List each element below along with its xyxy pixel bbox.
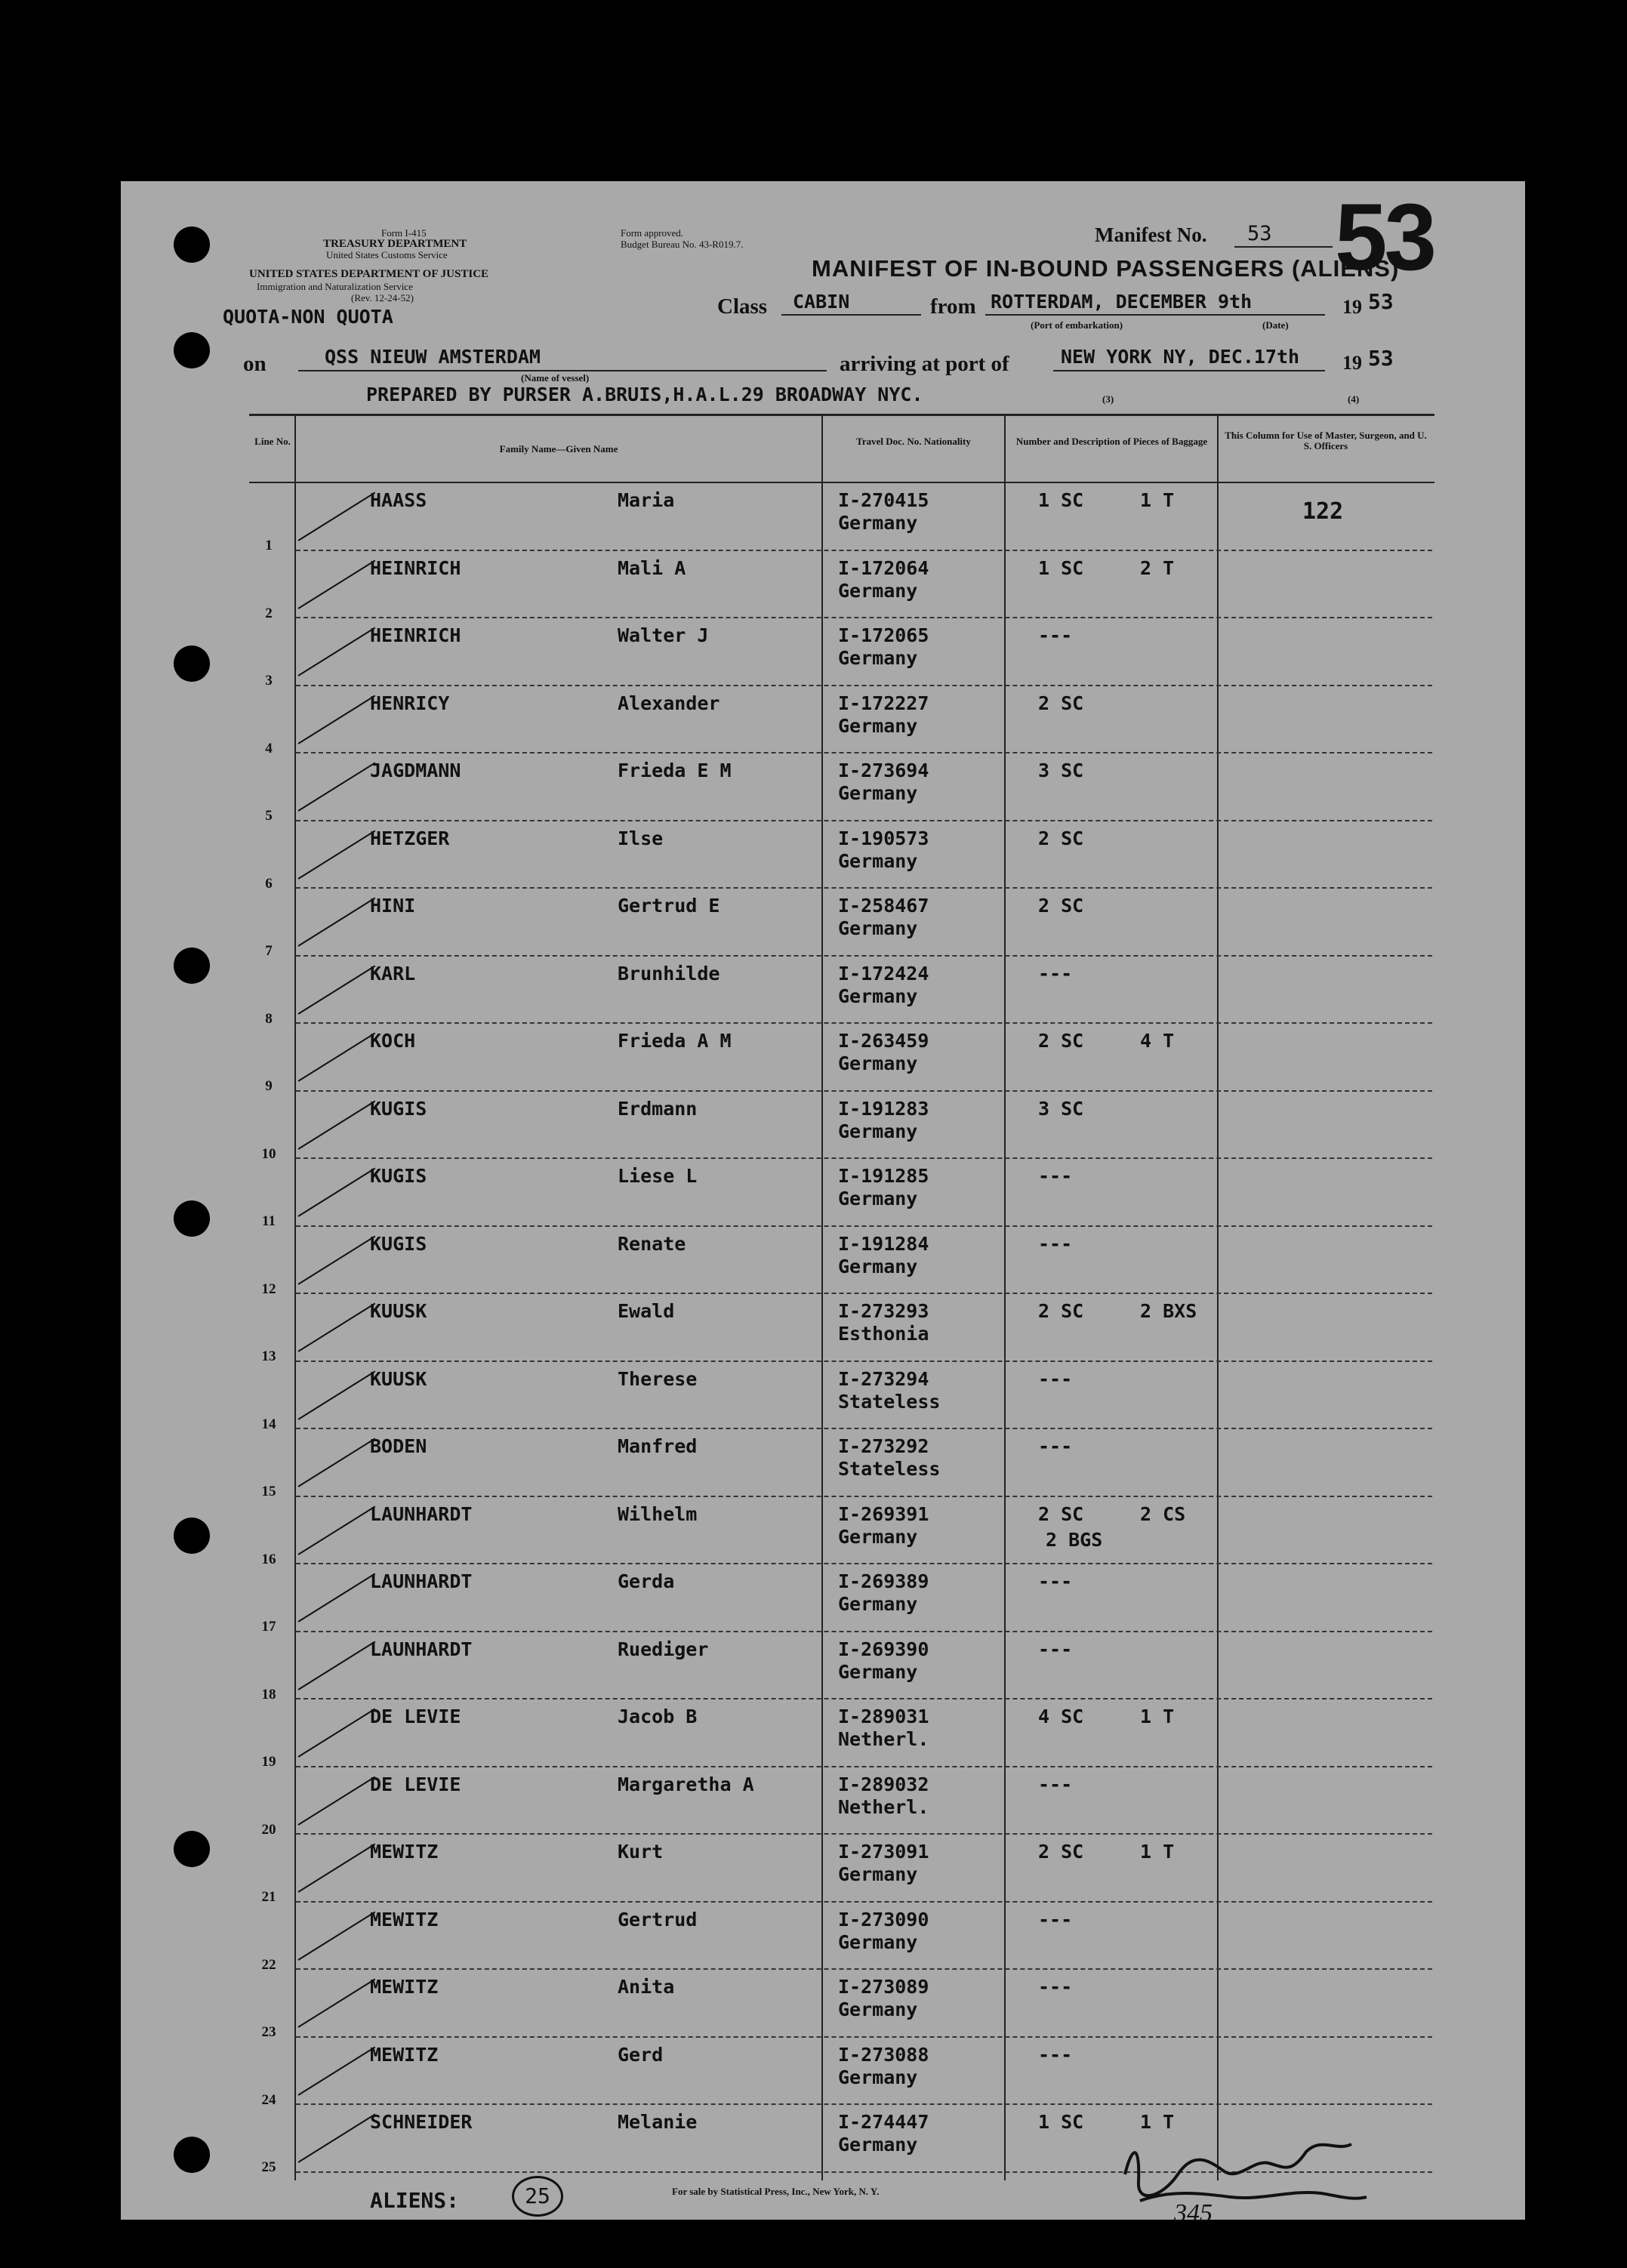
baggage-pieces: 2 SC	[1038, 1300, 1084, 1322]
given-name: Wilhelm	[618, 1502, 698, 1525]
travel-doc-number: I-273088	[838, 2043, 929, 2066]
travel-doc-number: I-273694	[838, 760, 929, 781]
given-name: Walter J	[618, 624, 709, 646]
given-name: Frieda A M	[618, 1030, 732, 1052]
manifest-title: MANIFEST OF IN-BOUND PASSENGERS (ALIENS)	[812, 255, 1400, 282]
col-baggage: Number and Description of Pieces of Baggage	[1015, 436, 1208, 447]
baggage-pieces: ---	[1038, 1367, 1073, 1390]
travel-doc-number: I-273090	[838, 1908, 929, 1931]
baggage-trunks: 1 T	[1140, 2111, 1175, 2133]
travel-doc-number: I-273089	[838, 1976, 929, 1998]
row-divider	[296, 1901, 1432, 1903]
travel-doc-number: I-269389	[838, 1570, 929, 1592]
line-number: 2	[265, 605, 273, 621]
row-divider	[296, 1631, 1432, 1632]
family-name: KARL	[370, 962, 416, 985]
family-name: HAASS	[370, 489, 427, 511]
line-number: 4	[265, 740, 273, 757]
line-number: 8	[265, 1010, 273, 1027]
row-divider	[296, 550, 1432, 551]
binder-hole	[174, 226, 210, 263]
baggage-trunks: 2 T	[1140, 556, 1175, 579]
family-name: KOCH	[370, 1030, 416, 1052]
baggage-bags: 2 BGS	[1046, 1528, 1103, 1551]
nationality: Germany	[838, 1255, 918, 1277]
binder-hole	[174, 332, 210, 368]
nationality: Germany	[838, 917, 918, 939]
vessel-name: QSS NIEUW AMSTERDAM	[325, 346, 541, 368]
nationality: Germany	[838, 1660, 918, 1683]
line-number: 1	[265, 538, 273, 553]
family-name: KUGIS	[370, 1232, 427, 1255]
port-of-embarkation: ROTTERDAM, DECEMBER 9th	[991, 291, 1253, 313]
travel-doc-number: I-273292	[838, 1435, 929, 1457]
row-divider	[296, 1766, 1432, 1767]
line-number: 24	[261, 2091, 276, 2108]
given-name: Frieda E M	[618, 760, 732, 781]
family-name: LAUNHARDT	[370, 1502, 473, 1525]
vessel-caption: (Name of vessel)	[521, 372, 590, 384]
family-name: DE LEVIE	[370, 1706, 461, 1727]
row-divider	[296, 752, 1432, 753]
given-name: Gertrud	[618, 1908, 698, 1931]
nationality: Esthonia	[838, 1323, 929, 1345]
baggage-pieces: 4 SC	[1038, 1706, 1084, 1727]
baggage-pieces: ---	[1038, 1232, 1073, 1255]
given-name: Anita	[618, 1976, 675, 1998]
row-divider	[296, 2036, 1432, 2038]
travel-doc-number: I-172227	[838, 692, 929, 714]
line-number: 5	[265, 808, 273, 824]
given-name: Alexander	[618, 692, 720, 714]
officer-note: 122	[1302, 498, 1344, 525]
given-name: Kurt	[618, 1841, 664, 1863]
travel-doc-number: I-172065	[838, 624, 929, 646]
nationality: Germany	[838, 714, 918, 737]
nationality: Germany	[838, 512, 918, 534]
family-name: MEWITZ	[370, 1976, 439, 1998]
baggage-pieces: 3 SC	[1038, 760, 1084, 781]
family-name: HETZGER	[370, 827, 450, 849]
row-divider	[296, 617, 1432, 618]
given-name: Gerd	[618, 2043, 664, 2066]
row-divider	[296, 1022, 1432, 1024]
baggage-pieces: 1 SC	[1038, 556, 1084, 579]
baggage-pieces: ---	[1038, 1570, 1073, 1592]
baggage-trunks: 1 T	[1140, 1706, 1175, 1727]
binder-hole	[174, 2137, 210, 2173]
form-revision: (Rev. 12-24-52)	[351, 292, 414, 304]
baggage-pieces: ---	[1038, 1638, 1073, 1660]
form-number: Form I-415	[381, 227, 427, 239]
line-number: 11	[262, 1213, 276, 1229]
nationality: Germany	[838, 1525, 918, 1548]
baggage-trunks: 1 T	[1140, 489, 1175, 511]
prepared-by: PREPARED BY PURSER A.BRUIS,H.A.L.29 BROADWAY NYC.	[366, 384, 923, 405]
dept-ins: Immigration and Naturalization Service	[257, 281, 413, 292]
nationality: Germany	[838, 2134, 918, 2156]
row-divider	[296, 1360, 1432, 1362]
travel-doc-number: I-191285	[838, 1165, 929, 1187]
baggage-pieces: ---	[1038, 1908, 1073, 1931]
binder-hole	[174, 1518, 210, 1554]
row-divider	[296, 887, 1432, 889]
travel-doc-number: I-274447	[838, 2111, 929, 2133]
line-number: 22	[261, 1956, 276, 1973]
row-divider	[296, 1698, 1432, 1699]
nationality: Germany	[838, 1863, 918, 1885]
family-name: KUUSK	[370, 1300, 427, 1322]
given-name: Maria	[618, 489, 675, 511]
baggage-pieces: ---	[1038, 1165, 1073, 1187]
stamped-manifest-number: 53	[1335, 185, 1434, 290]
arrival-year: 53	[1368, 346, 1394, 371]
given-name: Margaretha A	[618, 1773, 754, 1795]
travel-doc-number: I-289031	[838, 1706, 929, 1727]
travel-doc-number: I-258467	[838, 895, 929, 917]
officer-signature	[1110, 2129, 1382, 2227]
given-name: Manfred	[618, 1435, 698, 1457]
travel-doc-number: I-289032	[838, 1773, 929, 1795]
col-name: Family Name—Given Name	[499, 443, 618, 455]
baggage-pieces: ---	[1038, 962, 1073, 985]
form-approved: Form approved.	[621, 227, 684, 239]
nationality: Germany	[838, 647, 918, 669]
travel-doc-number: I-191284	[838, 1232, 929, 1255]
travel-doc-number: I-172424	[838, 962, 929, 985]
line-number: 25	[261, 2159, 276, 2175]
family-name: DE LEVIE	[370, 1773, 461, 1795]
family-name: BODEN	[370, 1435, 427, 1457]
family-name: MEWITZ	[370, 1841, 439, 1863]
nationality: Germany	[838, 1052, 918, 1074]
line-number: 13	[261, 1348, 276, 1364]
nationality: Stateless	[838, 1390, 941, 1413]
arriving-label: arriving at port of	[840, 352, 1009, 376]
caption-3: (3)	[1102, 393, 1114, 405]
nationality: Germany	[838, 782, 918, 804]
family-name: SCHNEIDER	[370, 2111, 473, 2133]
manifest-number: 53	[1247, 222, 1272, 245]
baggage-pieces: ---	[1038, 1435, 1073, 1457]
given-name: Erdmann	[618, 1097, 698, 1120]
port-embark-caption: (Port of embarkation)	[1031, 319, 1123, 331]
row-divider	[296, 2103, 1432, 2105]
family-name: HEINRICH	[370, 556, 461, 579]
row-divider	[296, 1157, 1432, 1159]
row-divider	[296, 955, 1432, 957]
line-number: 6	[265, 875, 273, 892]
aliens-count: 25	[512, 2176, 563, 2217]
travel-doc-number: I-190573	[838, 827, 929, 849]
family-name: KUGIS	[370, 1165, 427, 1187]
baggage-pieces: 2 SC	[1038, 692, 1084, 714]
baggage-pieces: 2 SC	[1038, 895, 1084, 917]
line-number: 14	[261, 1416, 276, 1432]
baggage-pieces: ---	[1038, 624, 1073, 646]
given-name: Therese	[618, 1367, 698, 1390]
manifest-page	[121, 181, 1525, 2220]
family-name: HENRICY	[370, 692, 450, 714]
row-divider	[296, 1833, 1432, 1835]
travel-doc-number: I-273294	[838, 1367, 929, 1390]
baggage-pieces: ---	[1038, 2043, 1073, 2066]
date-caption: (Date)	[1262, 319, 1289, 331]
row-divider	[296, 1428, 1432, 1429]
row-divider	[296, 1496, 1432, 1497]
given-name: Liese L	[618, 1165, 698, 1187]
nationality: Germany	[838, 2066, 918, 2088]
family-name: MEWITZ	[370, 1908, 439, 1931]
line-number: 18	[261, 1686, 276, 1703]
baggage-pieces: 1 SC	[1038, 2111, 1084, 2133]
caption-4: (4)	[1348, 393, 1360, 405]
baggage-pieces: 2 SC	[1038, 1030, 1084, 1052]
travel-doc-number: I-263459	[838, 1030, 929, 1052]
line-number: 23	[261, 2024, 276, 2040]
nationality: Germany	[838, 1931, 918, 1953]
col-line-no: Line No.	[254, 436, 291, 447]
travel-doc-number: I-273091	[838, 1841, 929, 1863]
given-name: Melanie	[618, 2111, 698, 2133]
nationality: Netherl.	[838, 1795, 929, 1818]
budget-bureau: Budget Bureau No. 43-R019.7.	[621, 239, 744, 250]
nationality: Germany	[838, 985, 918, 1007]
nationality: Germany	[838, 1120, 918, 1142]
given-name: Brunhilde	[618, 962, 720, 985]
aliens-label: ALIENS:	[370, 2188, 460, 2213]
dept-customs: United States Customs Service	[326, 249, 448, 260]
family-name: JAGDMANN	[370, 760, 461, 781]
line-number: 3	[265, 673, 273, 689]
dept-justice: UNITED STATES DEPARTMENT OF JUSTICE	[249, 268, 489, 280]
travel-doc-number: I-270415	[838, 489, 929, 511]
line-number: 20	[261, 1821, 276, 1838]
departure-year: 53	[1368, 289, 1394, 314]
nationality: Stateless	[838, 1458, 941, 1480]
from-label: from	[930, 294, 976, 319]
family-name: KUUSK	[370, 1367, 427, 1390]
line-number: 19	[261, 1754, 276, 1770]
baggage-pieces: ---	[1038, 1773, 1073, 1795]
given-name: Jacob B	[618, 1706, 698, 1727]
class-value: CABIN	[793, 291, 850, 313]
signature-number: 345	[1174, 2199, 1213, 2227]
row-divider	[296, 1090, 1432, 1092]
family-name: LAUNHARDT	[370, 1638, 473, 1660]
line-number: 16	[261, 1551, 276, 1567]
year-prefix: 19	[1342, 296, 1362, 318]
baggage-pieces: 2 SC	[1038, 1502, 1084, 1525]
baggage-pieces: 3 SC	[1038, 1097, 1084, 1120]
row-divider	[296, 685, 1432, 686]
line-number: 15	[261, 1484, 276, 1499]
manifest-label: Manifest No.	[1095, 223, 1207, 246]
family-name: MEWITZ	[370, 2043, 439, 2066]
arrival-port: NEW YORK NY, DEC.17th	[1061, 346, 1300, 368]
family-name: LAUNHARDT	[370, 1570, 473, 1592]
arrival-year-prefix: 19	[1342, 352, 1362, 374]
given-name: Mali A	[618, 556, 686, 579]
line-number: 7	[265, 943, 273, 959]
travel-doc-number: I-191283	[838, 1097, 929, 1120]
line-number: 12	[261, 1280, 276, 1297]
nationality: Germany	[838, 579, 918, 602]
quota-status: QUOTA-NON QUOTA	[223, 306, 393, 328]
baggage-trunks: 4 T	[1140, 1030, 1175, 1052]
travel-doc-number: I-172064	[838, 556, 929, 579]
given-name: Gerda	[618, 1570, 675, 1592]
nationality: Netherl.	[838, 1728, 929, 1750]
family-name: HEINRICH	[370, 624, 461, 646]
on-label: on	[243, 352, 267, 376]
baggage-trunks: 2 BXS	[1140, 1300, 1197, 1322]
family-name: HINI	[370, 895, 416, 917]
line-number: 9	[265, 1078, 273, 1094]
row-divider	[296, 820, 1432, 821]
col-travel-doc: Travel Doc. No. Nationality	[856, 436, 971, 447]
baggage-pieces: ---	[1038, 1976, 1073, 1998]
nationality: Germany	[838, 1188, 918, 1209]
given-name: Gertrud E	[618, 895, 720, 917]
baggage-trunks: 1 T	[1140, 1841, 1175, 1863]
given-name: Renate	[618, 1232, 686, 1255]
binder-hole	[174, 646, 210, 682]
baggage-pieces: 2 SC	[1038, 1841, 1084, 1863]
given-name: Ruediger	[618, 1638, 709, 1660]
baggage-pieces: 1 SC	[1038, 489, 1084, 511]
row-divider	[296, 1563, 1432, 1564]
baggage-pieces: 2 SC	[1038, 827, 1084, 849]
nationality: Germany	[838, 1593, 918, 1615]
col-officers: This Column for Use of Master, Surgeon, and U. S. Officers	[1225, 430, 1427, 451]
given-name: Ilse	[618, 827, 664, 849]
baggage-trunks: 2 CS	[1140, 1502, 1186, 1525]
binder-hole	[174, 1200, 210, 1237]
dept-treasury: TREASURY DEPARTMENT	[323, 238, 467, 250]
travel-doc-number: I-269390	[838, 1638, 929, 1660]
line-number: 21	[261, 1889, 276, 1905]
family-name: KUGIS	[370, 1097, 427, 1120]
line-number: 17	[261, 1619, 276, 1635]
nationality: Germany	[838, 1998, 918, 2020]
row-divider	[296, 1968, 1432, 1970]
travel-doc-number: I-269391	[838, 1502, 929, 1525]
given-name: Ewald	[618, 1300, 675, 1322]
binder-hole	[174, 1831, 210, 1867]
row-divider	[296, 1225, 1432, 1227]
line-number: 10	[261, 1145, 276, 1162]
travel-doc-number: I-273293	[838, 1300, 929, 1322]
binder-hole	[174, 948, 210, 984]
row-divider	[296, 1293, 1432, 1294]
class-label: Class	[717, 294, 768, 319]
nationality: Germany	[838, 849, 918, 872]
printer-note: For sale by Statistical Press, Inc., New York, N. Y.	[672, 2186, 880, 2197]
